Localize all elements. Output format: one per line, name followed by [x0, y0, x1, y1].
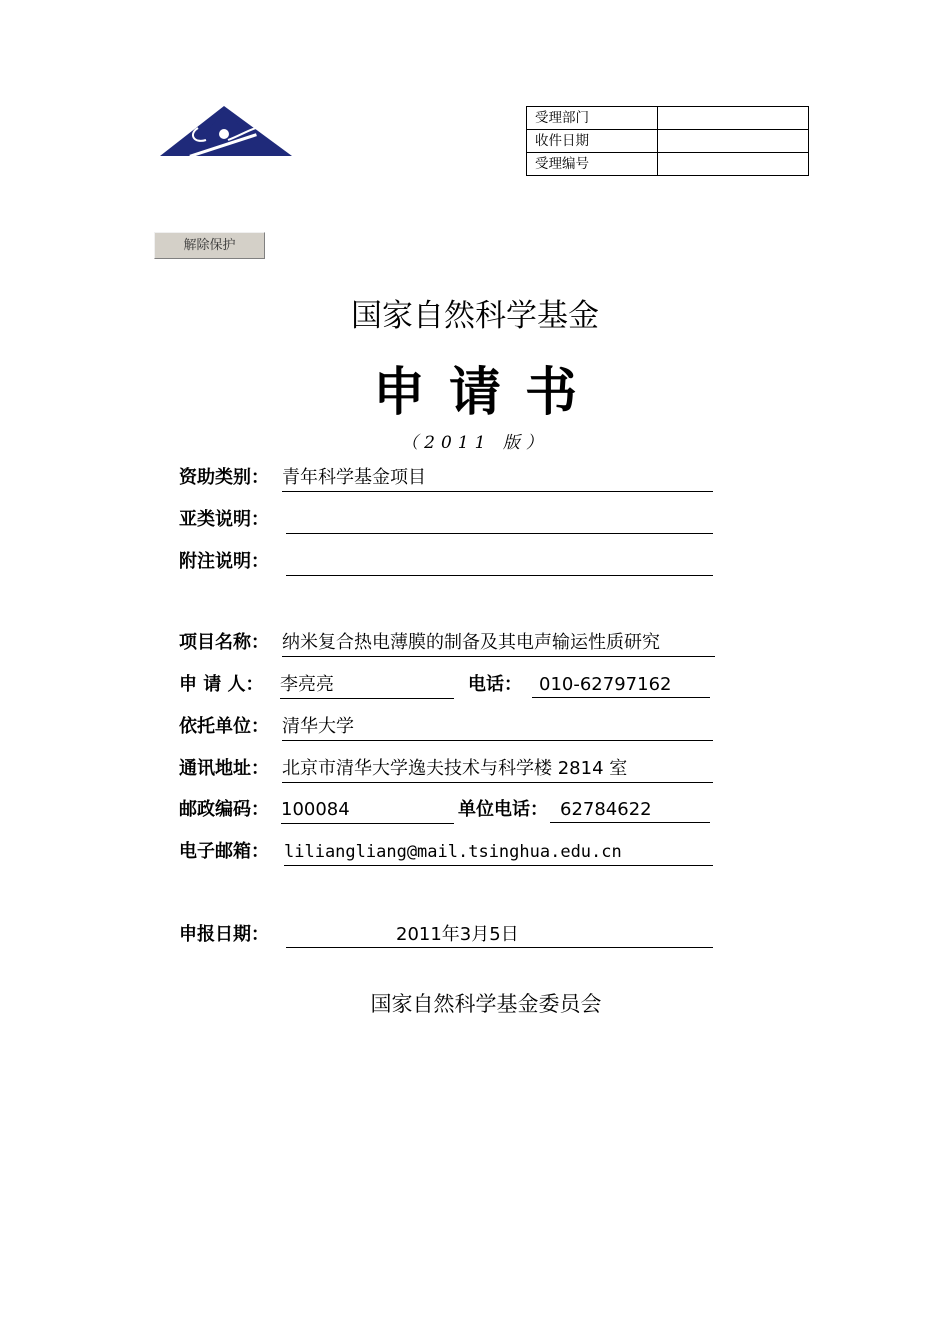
edition-label: （2011 版） [401, 433, 549, 453]
submit-date-field[interactable]: 2011年3月5日 [286, 922, 713, 948]
phone-label: 电话： [468, 674, 522, 695]
unit-phone-field[interactable]: 62784622 [550, 797, 710, 823]
office-value[interactable] [657, 107, 808, 130]
page-title: 国家自然科学基金 [351, 298, 599, 334]
address-field[interactable]: 北京市清华大学逸夫技术与科学楼 2814 室 [282, 756, 713, 783]
note-field[interactable] [286, 549, 713, 576]
submit-date-row [179, 920, 269, 950]
address-label: 通讯地址： [179, 758, 269, 779]
email-row [179, 837, 269, 867]
project-name-row [179, 628, 269, 658]
note-label: 附注说明： [179, 551, 269, 572]
phone-field[interactable]: 010-62797162 [532, 672, 710, 698]
submit-date-label: 申报日期： [179, 924, 269, 945]
postcode-label: 邮政编码： [179, 799, 269, 820]
applicant-field[interactable]: 李亮亮 [280, 672, 454, 699]
office-label: 受理部门 [527, 107, 658, 130]
institution-label: 依托单位： [179, 716, 269, 737]
address-row [179, 754, 269, 784]
applicant-label: 申 请 人： [179, 674, 264, 695]
funding-type-row [179, 463, 269, 493]
office-label: 收件日期 [527, 130, 658, 153]
office-value[interactable] [657, 153, 808, 176]
document-subtitle: 申请书 [372, 363, 601, 423]
table-row [527, 107, 809, 130]
email-field[interactable]: liliangliang@mail.tsinghua.edu.cn [284, 839, 713, 866]
project-name-field[interactable]: 纳米复合热电薄膜的制备及其电声输运性质研究 [282, 630, 715, 657]
note-row [179, 547, 269, 577]
funding-type-field[interactable]: 青年科学基金项目 [282, 465, 713, 492]
issuing-organization: 国家自然科学基金委员会 [370, 992, 602, 1016]
funding-type-label: 资助类别： [179, 467, 269, 488]
institution-row [179, 712, 269, 742]
project-name-label: 项目名称： [179, 632, 269, 653]
phone-row [468, 670, 522, 700]
subcategory-label: 亚类说明： [179, 509, 269, 530]
unit-phone-label: 单位电话： [458, 799, 548, 820]
postcode-row [179, 795, 269, 825]
applicant-row [179, 670, 264, 700]
unit-phone-row [458, 795, 548, 825]
subcategory-row [179, 505, 269, 535]
receiving-office-table [526, 106, 809, 176]
institution-field[interactable]: 清华大学 [282, 714, 713, 741]
office-value[interactable] [657, 130, 808, 153]
unprotect-button[interactable]: 解除保护 [154, 232, 265, 259]
nsfc-logo [158, 104, 294, 160]
table-row [527, 153, 809, 176]
table-row [527, 130, 809, 153]
postcode-field[interactable]: 100084 [281, 797, 454, 824]
subcategory-field[interactable] [286, 507, 713, 534]
office-label: 受理编号 [527, 153, 658, 176]
email-label: 电子邮箱： [179, 841, 269, 862]
